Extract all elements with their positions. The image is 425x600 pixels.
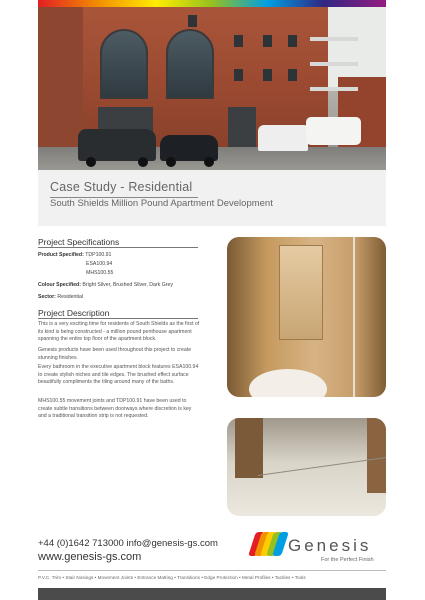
colour-label: Colour Specified: <box>38 282 81 288</box>
case-study-title: Case Study - Residential <box>50 180 193 194</box>
description-paragraph: Every bathroom in the executive apartment block features ESA100.94 to create stylish niches and tile edges. The brushed effect surface beautifully compliments the tiling around many of the baths. <box>38 364 199 386</box>
website-link[interactable]: www.genesis-gs.com <box>38 551 142 563</box>
description-paragraph: Genesis products have been used throughout this project to create stunning finishes. <box>38 347 192 361</box>
contact-details[interactable]: +44 (0)1642 713000 info@genesis-gs.com <box>38 538 218 549</box>
sector-value: Residential <box>57 294 83 300</box>
brand-name: Genesis <box>288 536 372 555</box>
product-specified <box>38 252 111 259</box>
genesis-logo-icon <box>250 532 286 558</box>
description-paragraph: This is a very exciting time for residents of South Shields as the first of its kind is being constructed - a million pound penthouse apartment spanning the entire top floor of the apartment block. <box>38 321 200 343</box>
colour-specified <box>38 282 173 289</box>
description-paragraph: MHS100.55 movement joints and TDP100.91 have been used to create subtle transitions between doorways where discretion is key and a traditional transition strip is not requested. <box>38 398 192 420</box>
product-3: MHS100.55 <box>86 270 114 276</box>
footer-divider <box>38 570 386 571</box>
brand-tagline: For the Perfect Finish <box>321 557 374 563</box>
product-range-list: P.V.C. Trim • Stair Nosings • Movement Joints • Entrance Matting • Transitions • Edge Protection • Metal Profiles • Tactiles • Tools <box>38 575 306 580</box>
rainbow-strip <box>38 0 386 7</box>
specifications-heading: Project Specifications <box>38 237 120 247</box>
van <box>258 125 308 151</box>
case-study-subtitle: South Shields Million Pound Apartment Development <box>50 198 273 209</box>
title-band <box>38 170 386 226</box>
sector <box>38 294 83 301</box>
product-2: ESA100.94 <box>86 261 113 267</box>
hero-photo-apartment-building <box>38 7 386 170</box>
description-divider <box>38 318 198 319</box>
doorway-transition-photo <box>227 418 386 516</box>
product-label: Product Specified: <box>38 252 84 258</box>
product-1: TDP100.91 <box>85 252 112 258</box>
colour-value: Bright Silver, Brushed Silver, Dark Grey <box>82 282 173 288</box>
caravan <box>306 117 361 145</box>
sector-label: Sector: <box>38 294 56 300</box>
footer-bar <box>38 588 386 600</box>
bathroom-niche-photo <box>227 237 386 397</box>
description-heading: Project Description <box>38 308 110 318</box>
specifications-divider <box>38 247 198 248</box>
